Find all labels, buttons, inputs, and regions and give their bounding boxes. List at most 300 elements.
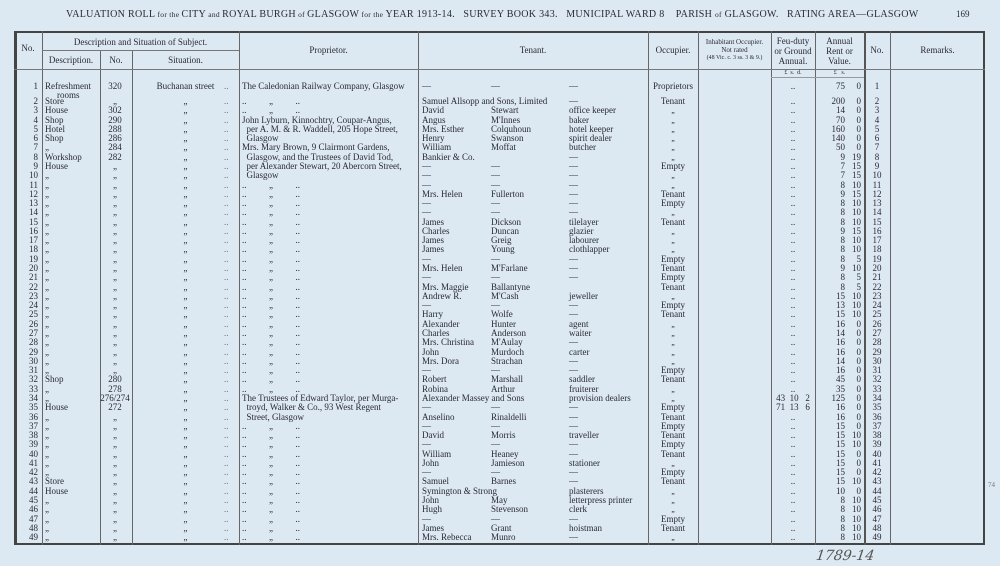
tenant-first-name: — <box>422 160 431 171</box>
rent-shillings: 0 <box>856 142 861 153</box>
feu-duty: .. <box>790 467 796 478</box>
feu-duty: .. <box>790 439 796 450</box>
rent-shillings: 0 <box>856 123 861 134</box>
description: „ <box>45 430 49 441</box>
tenant-occupation: — <box>569 309 578 320</box>
leader-dots: .. <box>224 235 229 246</box>
feu-duty: .. <box>790 476 796 487</box>
situation: „ <box>183 485 188 496</box>
rent-pounds: 8 <box>840 253 845 264</box>
tenant-occupation: — <box>569 81 578 91</box>
feu-duty: .. <box>790 522 796 533</box>
occupier: „ <box>671 486 675 496</box>
rent-pounds: 15 <box>836 467 845 478</box>
row-number: 33 <box>29 383 38 394</box>
situation: „ <box>183 513 188 524</box>
situation: „ <box>183 476 188 487</box>
tenant-occupation: butcher <box>569 142 596 153</box>
leader-dots: .. <box>224 160 229 171</box>
row-number: 21 <box>29 272 38 283</box>
rent-shillings: 0 <box>856 457 861 468</box>
rent-shillings: 0 <box>856 133 861 144</box>
proprietor: .. „ .. <box>242 272 300 283</box>
tenant-first-name: Hugh <box>422 504 442 515</box>
occupier: Tenant <box>660 374 686 385</box>
row-number-right: 22 <box>872 281 882 292</box>
proprietor: per A. M. & R. Waddell, 205 Hope Street, <box>242 123 398 134</box>
row-number-right: 24 <box>872 300 882 311</box>
house-number: 272 <box>108 402 122 413</box>
proprietor: .. „ .. <box>242 179 300 190</box>
row-number: 5 <box>33 123 38 134</box>
tenant-occupation: — <box>569 198 578 209</box>
description: „ <box>45 328 49 338</box>
occupier: Tenant <box>660 309 686 320</box>
occupier: „ <box>671 338 675 348</box>
description: House <box>45 485 68 496</box>
house-number: „ <box>113 216 117 227</box>
description: Workshop <box>45 151 82 162</box>
occupier: „ <box>671 124 675 134</box>
occupier: „ <box>671 291 675 301</box>
tenant-first-name: James <box>422 522 444 533</box>
feu-duty: .. <box>790 225 796 236</box>
row-number: 40 <box>29 448 38 459</box>
tenant-occupation: — <box>569 300 578 311</box>
tenant-surname: — <box>491 81 500 91</box>
situation: „ <box>183 179 188 190</box>
description: Refreshment <box>45 81 91 91</box>
description: „ <box>45 495 49 506</box>
description: „ <box>45 207 49 218</box>
rent-shillings: 10 <box>852 309 861 320</box>
rent-shillings: 19 <box>852 151 861 162</box>
tenant-surname: — <box>491 513 500 524</box>
tenant-surname: Colquhoun <box>491 123 532 134</box>
house-number: „ <box>113 522 117 533</box>
rent-pounds: 15 <box>836 309 845 320</box>
leader-dots: .. <box>224 151 229 162</box>
rent-shillings: 0 <box>856 328 861 338</box>
situation: „ <box>183 504 188 515</box>
title-part: for the <box>155 10 182 19</box>
title-part: VALUATION ROLL <box>66 9 156 20</box>
tenant-first-name: David <box>422 430 444 441</box>
description: „ <box>45 318 49 329</box>
header-inhabitant-occupier <box>698 39 771 62</box>
row-number: 47 <box>29 513 38 524</box>
row-number: 46 <box>29 504 38 515</box>
proprietor: .. „ .. <box>242 263 300 274</box>
tenant-occupation: — <box>569 476 578 487</box>
title-part: and <box>206 10 223 19</box>
proprietor: .. „ .. <box>242 448 300 459</box>
row-number: 44 <box>29 485 38 496</box>
feu-duty: .. <box>790 142 796 153</box>
leader-dots: .. <box>224 402 229 413</box>
proprietor: .. „ .. <box>242 290 300 301</box>
proprietor: .. „ .. <box>242 476 300 487</box>
row-number-right: 15 <box>872 216 882 227</box>
rent-pounds: 16 <box>836 365 845 376</box>
feu-duty: .. <box>790 253 796 264</box>
row-number: 37 <box>29 420 38 431</box>
house-number: „ <box>113 337 117 348</box>
feu-duty: .. <box>790 96 796 106</box>
row-number: 10 <box>29 170 38 181</box>
house-number: „ <box>113 290 117 301</box>
tenant-surname: — <box>491 420 500 431</box>
feu-duty: .. <box>790 365 796 376</box>
rent-shillings: 10 <box>852 495 861 506</box>
rent-shillings: 10 <box>852 300 861 311</box>
row-number-right: 44 <box>872 485 882 496</box>
proprietor: Mrs. Mary Brown, 9 Clairmont Gardens, <box>242 142 390 153</box>
occupier: „ <box>671 143 675 153</box>
tenant-surname: Heaney <box>491 448 519 459</box>
feu-duty: 71 13 6 <box>776 402 810 413</box>
house-number: 280 <box>108 374 122 385</box>
proprietor: .. „ .. <box>242 281 300 292</box>
rent-shillings: 10 <box>852 522 861 533</box>
tenant-surname: — <box>491 467 500 478</box>
rent-pounds: 75 <box>836 81 845 91</box>
occupier: „ <box>671 134 675 144</box>
description: Hotel <box>45 123 65 134</box>
house-number: „ <box>113 439 117 450</box>
occupier: „ <box>671 180 675 190</box>
tenant-occupation: plasterers <box>569 485 604 496</box>
situation: „ <box>183 309 188 320</box>
row-number: 41 <box>29 457 38 468</box>
row-number-right: 38 <box>872 430 882 441</box>
occupier: Empty <box>661 198 685 209</box>
row-number-right: 36 <box>872 411 882 422</box>
row-number-right: 34 <box>872 392 882 403</box>
tenant-occupation: — <box>569 337 578 348</box>
leader-dots: .. <box>224 318 229 329</box>
house-number: 288 <box>108 123 122 134</box>
header-occupier: Occupier. <box>655 45 691 55</box>
house-number: „ <box>113 96 117 106</box>
proprietor: .. „ .. <box>242 457 300 468</box>
column-rule <box>418 31 419 545</box>
tenant-occupation: — <box>569 272 578 283</box>
house-number: 320 <box>108 81 122 91</box>
tenant-surname: Arthur <box>491 383 515 394</box>
house-number: „ <box>113 272 117 283</box>
tenant-surname: — <box>491 300 500 311</box>
leader-dots: .. <box>224 392 229 403</box>
occupier: Tenant <box>660 216 686 227</box>
tenant-occupation: provision dealers <box>569 392 631 403</box>
proprietor: .. „ .. <box>242 198 300 209</box>
rent-pounds: 14 <box>836 355 845 366</box>
situation: „ <box>183 123 188 134</box>
feu-duty: 43 10 2 <box>776 392 810 403</box>
description: „ <box>45 439 49 450</box>
header-line: Rent or <box>826 45 853 56</box>
tenant-surname: — <box>491 365 500 376</box>
description: Store <box>45 96 64 106</box>
tenant-first-name: — <box>422 365 431 376</box>
tenant-first-name: Harry <box>422 309 443 320</box>
row-number-right: 7 <box>874 142 880 153</box>
row-number-right: 2 <box>874 96 880 106</box>
header-description: Description. <box>48 55 94 65</box>
rent-shillings: 0 <box>856 355 861 366</box>
proprietor: Glasgow <box>242 170 279 181</box>
leader-dots: .. <box>224 522 229 533</box>
title-part: of <box>295 10 308 19</box>
row-number-right: 12 <box>872 188 882 199</box>
tenant-first-name: — <box>422 420 431 431</box>
description: „ <box>45 504 49 515</box>
row-number: 43 <box>29 476 38 487</box>
rent-pounds: 15 <box>836 290 845 301</box>
rent-shillings: 0 <box>856 392 861 403</box>
feu-duty: .. <box>790 114 796 125</box>
row-number: 25 <box>29 309 38 320</box>
feu-duty: .. <box>790 430 796 441</box>
situation: Buchanan street <box>156 81 215 91</box>
row-number-right: 16 <box>872 225 882 236</box>
description: „ <box>45 244 49 255</box>
tenant-occupation: clothlapper <box>569 244 610 255</box>
leader-dots: .. <box>224 96 229 106</box>
rent-shillings: 0 <box>856 383 861 394</box>
row-number-right: 23 <box>872 290 882 301</box>
rent-shillings: 10 <box>852 216 861 227</box>
proprietor: Glasgow <box>242 133 279 144</box>
rent-pounds: 8 <box>840 272 845 283</box>
rent-shillings: 10 <box>852 207 861 218</box>
rent-shillings: 10 <box>852 476 861 487</box>
rent-pounds: 16 <box>836 318 845 329</box>
rent-pounds: 45 <box>836 374 845 385</box>
house-number: 286 <box>108 133 122 144</box>
situation: „ <box>183 96 188 106</box>
house-number: „ <box>113 328 117 338</box>
rent-shillings: 0 <box>856 448 861 459</box>
situation: „ <box>183 170 188 181</box>
tenant-first-name: Bankier & Co. <box>422 151 475 162</box>
feu-duty: .. <box>790 272 796 283</box>
tenant-surname: Strachan <box>491 355 523 366</box>
rent-shillings: 0 <box>856 467 861 478</box>
tenant-surname: Young <box>491 244 515 255</box>
tenant-surname: — <box>491 170 500 181</box>
feu-duty: .. <box>790 244 796 255</box>
header-no-right: No. <box>870 45 884 55</box>
row-number-right: 45 <box>872 495 882 506</box>
situation: „ <box>183 392 188 403</box>
rent-pounds: 15 <box>836 448 845 459</box>
row-number-right: 28 <box>872 337 882 348</box>
rent-pounds: 14 <box>836 328 845 338</box>
tenant-first-name: Charles <box>422 225 450 236</box>
tenant-first-name: James <box>422 216 444 227</box>
rent-pounds: 16 <box>836 337 845 348</box>
tenant-first-name: — <box>422 81 431 91</box>
row-number: 19 <box>29 253 38 264</box>
tenant-occupation: — <box>569 439 578 450</box>
row-number-right: 3 <box>874 105 880 116</box>
row-number: 14 <box>29 207 38 218</box>
house-number: 302 <box>108 105 122 116</box>
house-number: „ <box>113 300 117 311</box>
row-number-right: 49 <box>872 532 882 543</box>
tenant-occupation: — <box>569 160 578 171</box>
description: „ <box>45 142 49 153</box>
description: „ <box>45 179 49 190</box>
situation: „ <box>183 253 188 264</box>
rent-pounds: 10 <box>836 485 845 496</box>
house-number: „ <box>113 420 117 431</box>
title-part: GLASGOW. RATING AREA—GLASGOW <box>721 9 919 20</box>
row-number-right: 41 <box>872 457 882 468</box>
tenant-surname: Munro <box>491 532 516 543</box>
tenant-occupation: — <box>569 365 578 376</box>
occupier: Tenant <box>660 96 686 106</box>
tenant-occupation: fruiterer <box>569 383 599 394</box>
leader-dots: .. <box>224 81 229 91</box>
tenant-surname: Murdoch <box>491 346 524 357</box>
rent-pounds: 125 <box>831 392 845 403</box>
tenant-surname: Fullerton <box>491 188 524 199</box>
tenant-surname: — <box>491 179 500 190</box>
leader-dots: .. <box>224 216 229 227</box>
description: „ <box>45 272 49 283</box>
rent-pounds: 8 <box>840 495 845 506</box>
leader-dots: .. <box>224 448 229 459</box>
feu-duty: .. <box>790 81 796 91</box>
row-number-right: 26 <box>872 318 882 329</box>
tenant-occupation: — <box>569 96 578 106</box>
row-number-right: 17 <box>872 235 882 246</box>
row-number: 20 <box>29 263 38 274</box>
tenant-surname: Hunter <box>491 318 516 329</box>
proprietor: The Caledonian Railway Company, Glasgow <box>242 81 405 91</box>
rent-shillings: 10 <box>852 290 861 301</box>
house-number: „ <box>113 309 117 320</box>
rent-shillings: 0 <box>856 420 861 431</box>
tenant-occupation: — <box>569 402 578 413</box>
description: Shop <box>45 114 64 125</box>
occupier: Empty <box>661 513 685 524</box>
feu-duty: .. <box>790 355 796 366</box>
row-number-right: 46 <box>872 504 882 515</box>
header-line: Not rated <box>721 45 748 54</box>
rent-pounds: 50 <box>836 142 845 153</box>
occupier: „ <box>671 152 675 162</box>
rent-shillings: 0 <box>856 402 861 413</box>
house-number: „ <box>113 513 117 524</box>
rent-shillings: 0 <box>856 96 861 106</box>
description: Shop <box>45 133 64 144</box>
description: „ <box>45 383 49 394</box>
tenant-first-name: John <box>422 346 440 357</box>
row-number: 36 <box>29 411 38 422</box>
description: „ <box>45 198 49 209</box>
header-feu-duty <box>771 37 815 67</box>
tenant-surname: M'Farlane <box>491 263 528 274</box>
row-number: 35 <box>29 402 38 413</box>
row-number-right: 1 <box>874 81 880 91</box>
rent-pounds: 9 <box>840 151 845 162</box>
rent-pounds: 9 <box>840 225 845 236</box>
proprietor: .. „ .. <box>242 309 300 320</box>
tenant-first-name: — <box>422 272 431 283</box>
tenant-occupation: labourer <box>569 235 599 246</box>
house-number: „ <box>113 207 117 218</box>
row-number: 18 <box>29 244 38 255</box>
rent-pounds: 8 <box>840 532 845 543</box>
leader-dots: .. <box>224 365 229 376</box>
rent-shillings: 0 <box>856 365 861 376</box>
description: „ <box>45 216 49 227</box>
description: „ <box>45 513 49 524</box>
rent-shillings: 15 <box>852 160 861 171</box>
house-number: „ <box>113 485 117 496</box>
tenant-surname: — <box>491 402 500 413</box>
row-number: 13 <box>29 198 38 209</box>
proprietor: .. „ .. <box>242 485 300 496</box>
feu-duty: .. <box>790 383 796 394</box>
rent-shillings: 0 <box>856 105 861 116</box>
feu-duty: .. <box>790 495 796 506</box>
occupier: „ <box>671 458 675 468</box>
situation: „ <box>183 133 188 144</box>
header-number: No. <box>109 55 123 65</box>
tenant-first-name: Mrs. Rebecca <box>422 532 472 543</box>
row-number: 42 <box>29 467 38 478</box>
feu-duty: .. <box>790 123 796 134</box>
row-number-right: 9 <box>874 160 880 171</box>
tenant-first-name: — <box>422 467 431 478</box>
feu-duty: .. <box>790 198 796 209</box>
tenant-surname: Stewart <box>491 105 519 116</box>
proprietor: Street, Glasgow <box>242 411 304 422</box>
rent-pounds: 15 <box>836 430 845 441</box>
house-number: 278 <box>108 383 122 394</box>
tenant-occupation: tilelayer <box>569 216 599 227</box>
rent-shillings: 10 <box>852 235 861 246</box>
tenant-first-name: Anselino <box>422 411 455 422</box>
header-situation: Situation. <box>168 55 203 65</box>
leader-dots: .. <box>224 170 229 181</box>
house-number: „ <box>113 235 117 246</box>
row-number: 38 <box>29 430 38 441</box>
tenant-first-name: William <box>422 142 452 153</box>
situation: „ <box>183 235 188 246</box>
row-number: 7 <box>33 142 38 153</box>
leader-dots: .. <box>224 263 229 274</box>
tenant-occupation: — <box>569 532 578 543</box>
proprietor: .. „ .. <box>242 439 300 450</box>
leader-dots: .. <box>224 179 229 190</box>
tenant-occupation: — <box>569 253 578 264</box>
title-part: ROYAL BURGH <box>222 9 296 20</box>
house-number: „ <box>113 244 117 255</box>
situation: „ <box>183 532 188 543</box>
leader-dots: .. <box>224 300 229 311</box>
row-number-right: 20 <box>872 263 882 274</box>
tenant-occupation: saddler <box>569 374 595 385</box>
leader-dots: .. <box>224 328 229 338</box>
tenant-first-name: Samuel <box>422 476 449 487</box>
proprietor: .. „ .. <box>242 105 300 116</box>
